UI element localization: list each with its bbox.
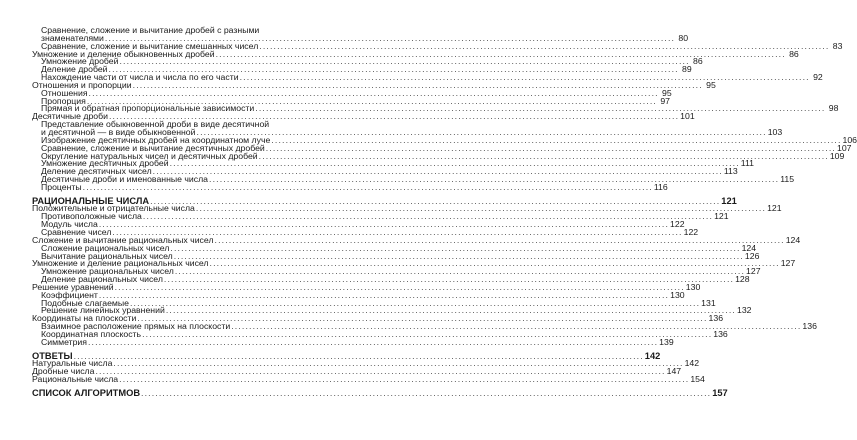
toc-page-number: 86 xyxy=(692,56,703,67)
toc-page-number: 121 xyxy=(721,195,737,206)
toc-page-number: 122 xyxy=(683,226,699,237)
toc-entry-title: Сравнение, сложение и вычитание смешанных чисел xyxy=(41,40,259,51)
toc-entry-title: Представление обыкновенной дроби в виде десятичной xyxy=(41,119,270,130)
toc-page-number: 136 xyxy=(802,321,817,332)
toc-page-number: 95 xyxy=(706,79,716,90)
toc-page-number: 80 xyxy=(678,32,689,43)
toc-entry-title: Умножение рациональных чисел xyxy=(41,266,174,277)
toc-entry-title: ОТВЕТЫ xyxy=(32,350,73,361)
toc-page-number: 113 xyxy=(723,166,738,177)
toc-line xyxy=(32,374,705,385)
toc-entry-title: Подобные слагаемые xyxy=(41,297,129,308)
toc-page-number: 157 xyxy=(712,387,728,398)
toc-entry-title: Координатная плоскость xyxy=(41,328,142,339)
toc-entry-title: Умножение и деление рациональных чисел xyxy=(32,258,209,269)
dot-leader xyxy=(141,390,711,398)
toc-entry xyxy=(32,374,705,385)
dot-leader xyxy=(119,376,689,384)
toc-entry-title: Натуральные числа xyxy=(32,358,113,369)
toc-entry-title: Умножение дробей xyxy=(41,56,119,67)
toc-page-number: 136 xyxy=(713,328,728,339)
toc-page-number: 130 xyxy=(670,289,685,300)
toc-page-number: 109 xyxy=(829,150,845,161)
toc-entry-title: Сравнение чисел xyxy=(41,226,112,237)
toc-page-number: 126 xyxy=(744,250,760,261)
toc-page-number: 124 xyxy=(785,234,801,245)
toc-entry-title: Умножение десятичных дробей xyxy=(41,158,169,169)
toc-entry-title: Деление дробей xyxy=(41,64,108,75)
toc-entry xyxy=(32,336,674,347)
toc-page-number: 127 xyxy=(780,258,796,269)
toc-page-number: 130 xyxy=(685,281,701,292)
toc-page-number: 115 xyxy=(780,174,795,185)
toc-line xyxy=(32,181,668,192)
toc-entry-title: РАЦИОНАЛЬНЫЕ ЧИСЛА xyxy=(32,195,150,206)
toc-entry-title: Округление натуральных чисел и десятичных дробей xyxy=(41,150,258,161)
toc-page-number: 142 xyxy=(684,358,700,369)
toc-page-number: 131 xyxy=(701,297,716,308)
toc-entry-title: Положительные и отрицательные числа xyxy=(32,203,195,214)
toc-page-number: 101 xyxy=(680,111,695,122)
toc-entry-title: Отношения и пропорции xyxy=(32,79,132,90)
toc-entry-title: Отношения xyxy=(41,87,88,98)
toc-page-number: 122 xyxy=(670,219,685,230)
toc-page-number: 86 xyxy=(789,48,799,59)
toc-entry-title: Проценты xyxy=(41,181,82,192)
toc-entry-title: Сложение рациональных чисел xyxy=(41,242,170,253)
toc-page-number: 124 xyxy=(741,242,757,253)
table-of-contents xyxy=(32,25,857,398)
toc-entry-title: и десятичной — в виде обыкновенной xyxy=(41,126,196,137)
toc-page-number: 103 xyxy=(767,126,783,137)
toc-page-number: 106 xyxy=(842,134,857,145)
toc-entry-title: Пропорция xyxy=(41,95,86,106)
toc-page-number: 147 xyxy=(666,366,682,377)
toc-entry-title: Нахождение части от числа и числа по его части xyxy=(41,72,239,83)
toc-entry-title: Десятичные дроби и именованные числа xyxy=(41,174,208,185)
toc-entry-title: Вычитание рациональных чисел xyxy=(41,250,173,261)
dot-leader xyxy=(88,339,658,347)
toc-entry-title: Противоположные числа xyxy=(41,211,142,222)
toc-entry-title: Решение уравнений xyxy=(32,281,114,292)
toc-page-number: 154 xyxy=(690,374,705,385)
toc-page-number: 111 xyxy=(740,158,754,169)
toc-section xyxy=(32,387,728,398)
toc-page-number: 127 xyxy=(746,266,761,277)
toc-page-number: 116 xyxy=(653,181,668,192)
toc-entry-title: Сравнение, сложение и вычитание десятичных дробей xyxy=(41,142,265,153)
toc-entry-title: Прямая и обратная пропорциональные зависимости xyxy=(41,103,255,114)
toc-page-number: 121 xyxy=(714,211,729,222)
toc-entry-title: Решение линейных уравнений xyxy=(41,305,165,316)
toc-page-number: 97 xyxy=(660,95,670,106)
toc-page-number: 128 xyxy=(735,274,750,285)
toc-page-number: 142 xyxy=(644,350,661,361)
toc-line xyxy=(32,387,728,398)
toc-page-number: 98 xyxy=(828,103,839,114)
toc-entry-title: Деление рациональных чисел xyxy=(41,274,163,285)
toc-entry-title: Коэффициент xyxy=(41,289,98,300)
toc-entry-title: СПИСОК АЛГОРИТМОВ xyxy=(32,387,141,398)
toc-page-number: 95 xyxy=(662,87,672,98)
toc-entry-title: Модуль числа xyxy=(41,219,98,230)
toc-page-number: 136 xyxy=(708,313,724,324)
toc-entry-title: Рациональные числа xyxy=(32,374,119,385)
toc-page-number: 121 xyxy=(767,203,782,214)
toc-entry-title: Изображение десятичных дробей на координатном луче xyxy=(41,134,271,145)
toc-page-number: 107 xyxy=(836,142,852,153)
toc-entry-title: знаменателями xyxy=(41,32,104,43)
toc-entry-title: Взаимное расположение прямых на плоскости xyxy=(41,321,231,332)
toc-page-number: 132 xyxy=(737,305,752,316)
toc-entry-title: Дробные числа xyxy=(32,366,95,377)
toc-entry-title: Умножение и деление обыкновенных дробей xyxy=(32,48,215,59)
toc-page-number: 89 xyxy=(682,64,692,75)
toc-entry-title: Координаты на плоскости xyxy=(32,313,137,324)
toc-entry-title: Десятичные дроби xyxy=(32,111,108,122)
dot-leader xyxy=(83,184,653,192)
toc-page-number: 92 xyxy=(813,72,823,83)
toc-line xyxy=(32,336,674,347)
toc-entry-title: Сложение и вычитание рациональных чисел xyxy=(32,234,214,245)
toc-page-number: 83 xyxy=(832,40,843,51)
toc-entry-title: Деление десятичных чисел xyxy=(41,166,152,177)
toc-page-number: 139 xyxy=(659,336,674,347)
toc-entry xyxy=(32,181,668,192)
toc-entry-title: Сравнение, сложение и вычитание дробей с разными xyxy=(41,25,260,35)
toc-entry-title: Симметрия xyxy=(41,336,87,347)
